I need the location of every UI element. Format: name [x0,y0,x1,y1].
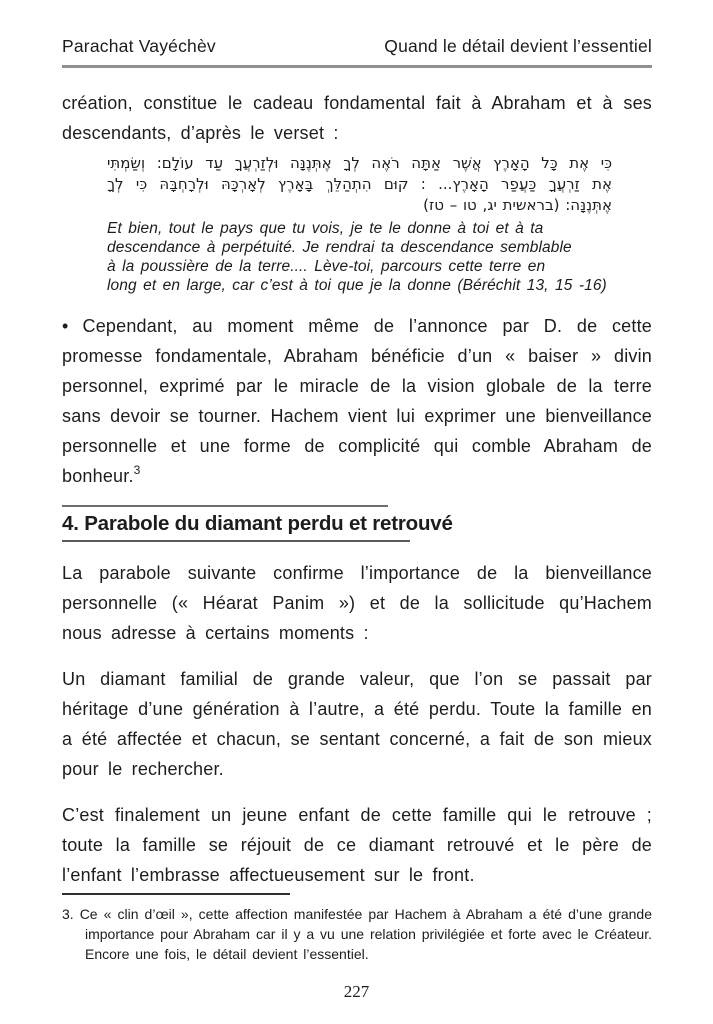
bullet-glyph: • [62,316,69,336]
header-parasha-title: Parachat Vayéchèv [62,36,216,56]
footnote [62,904,652,964]
section-heading-title: 4. Parabole du diamant perdu et retrouvé [62,512,453,535]
intro-paragraph: création, constitue le cadeau fondamental fait à Abraham et à ses descendants, d’après le verset : [62,93,652,143]
hebrew-verse-line: אֶת זַרְעֲךָ כַּעֲפַר הָאָרֶץ... : קוּם הִתְהַלֵּךְ בָּאָרֶץ לְאָרְכָּהּ וּלְרָחְבָּהּ כִּי לְךָ [107,175,612,193]
body-paragraph: Un diamant familial de grande valeur, que l’on se passait par héritage d’une génération à l’autre, a été perdu. Toute la famille en a été affectée et chacun, se sentant concerné, a fait de son mieux pour le rechercher. [62,669,652,779]
footnote-text: Ce « clin d’œil », cette affection manifestée par Hachem à Abraham a été d’une grande importance pour Abraham car il y a vu une relation privilégiée et forte avec le Créateur. Encore une fois, le détail devient l’essentiel. [79,906,652,962]
translation-line: long et en large, car c’est à toi que je la donne (Béréchit 13, 15 -16) [107,277,607,294]
footnote-number: 3. [62,906,74,922]
footnote-separator-rule [62,893,290,895]
section-heading-block [62,505,652,542]
verse-quote-block [107,153,612,295]
footnote-reference: 3 [133,463,141,477]
translation-line: descendance à perpétuité. Je rendrai ta descendance semblable [107,239,572,256]
translation-line: à la poussière de la terre.... Lève-toi, parcours cette terre en [107,258,546,275]
footnote-area [62,893,652,964]
verse-translation [107,219,612,295]
section-heading-overline [62,505,388,507]
translation-line: Et bien, tout le pays que tu vois, je te le donne à toi et à ta [107,220,544,237]
header-chapter-title: Quand le détail devient l’essentiel [384,36,652,56]
body-paragraph: C’est finalement un jeune enfant de cette famille qui le retrouve ; toute la famille se réjouit de ce diamant retrouvé et le père de l’enfant l’embrasse affectueusement sur le front. [62,805,652,885]
hebrew-verse-line: כִּי אֶת כָּל הָאָרֶץ אֲשֶׁר אַתָּה רֹאֶה לְךָ אֶתְּנֶנָּה וּלְזַרְעֲךָ עַד עוֹלָם: וְשַׂמְתִּי [107,154,612,172]
running-header [62,36,652,57]
bullet-paragraph [62,311,652,491]
page-number: 227 [343,982,370,1001]
hebrew-verse-citation: אֶתְּנֶנָּה: (בראשית יג, טו – טז) [423,196,612,214]
section-heading-underline [62,540,410,542]
body-paragraph: La parabole suivante confirme l’importance de la bienveillance personnelle (« Héarat Panim ») et de la sollicitude qu’Hachem nous adresse à certains moments : [62,563,652,643]
header-rule [62,65,652,68]
bullet-paragraph-text: Cependant, au moment même de l’annonce par D. de cette promesse fondamentale, Abraham bénéficie d’un « baiser » divin personnel, exprimé par le miracle de la vision globale de la terre sans devoir se tourner. Hachem vient lui exprimer une bienveillance personnelle et une forme de complicité qui comble Abraham de bonheur. [62,316,652,486]
hebrew-verse [107,153,612,216]
